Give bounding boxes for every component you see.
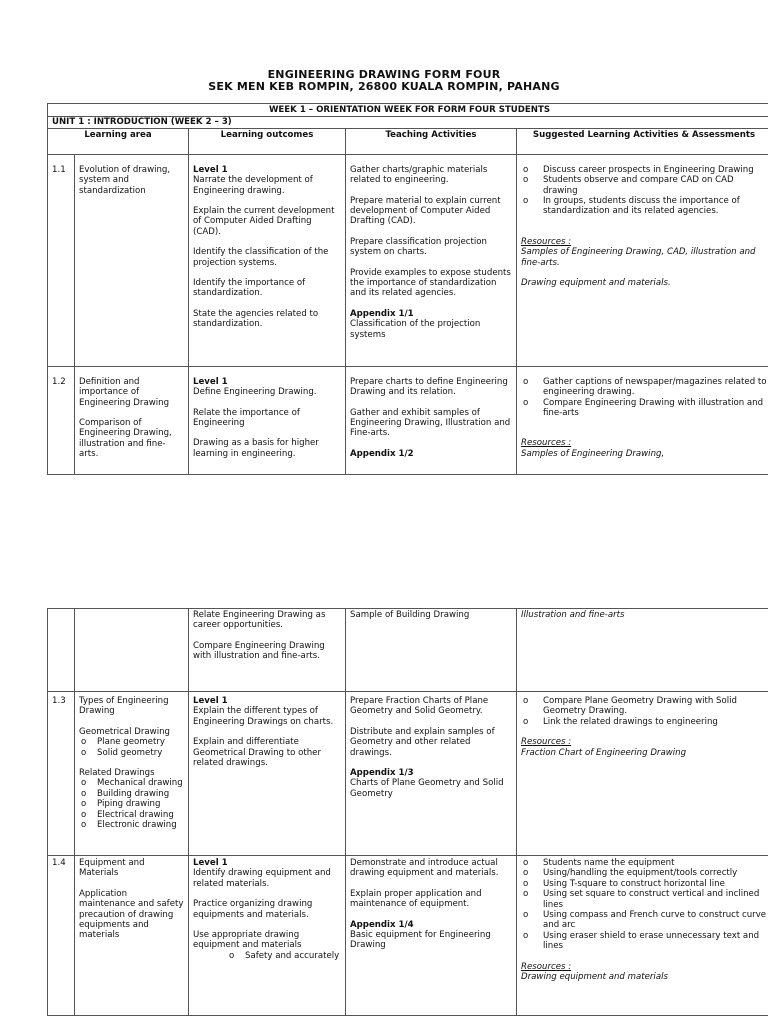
teaching-activities: Sample of Building Drawing xyxy=(346,609,517,692)
resources-label: Resources : xyxy=(521,438,572,449)
resources-text: Samples of Engineering Drawing, CAD, illustration and fine-arts. xyxy=(521,247,756,268)
outcome-item: Drawing as a basis for higher learning in engineering. xyxy=(193,438,319,459)
activity-item: o Using/handling the equipment/tools correctly xyxy=(521,868,767,878)
activity-item: o Using eraser shield to erase unnecessary text and lines xyxy=(521,931,767,952)
row-number: 1.3 xyxy=(48,692,75,856)
outcome-item: State the agencies related to standardization. xyxy=(193,308,319,330)
outcome-item: Explain the current development of Computer Aided Drafting (CAD). xyxy=(193,206,335,237)
outcome-item: Use appropriate drawing equipment and materials xyxy=(193,930,302,951)
unit-heading: UNIT 1 : INTRODUCTION (WEEK 2 – 3) xyxy=(48,117,768,128)
row-number: 1.1 xyxy=(48,154,75,366)
appendix-label: Appendix 1/3 xyxy=(350,768,414,779)
school-address: SEK MEN KEB ROMPIN, 26800 KUALA ROMPIN, PAHANG xyxy=(208,80,560,93)
resources-label: Resources : xyxy=(521,236,572,247)
learning-outcomes xyxy=(189,856,346,1016)
header-learning-area: Learning area xyxy=(48,128,189,154)
scheme-table-page-1 xyxy=(47,103,768,475)
outcome-item: Compare Engineering Drawing with illustration and fine-arts. xyxy=(193,640,325,662)
outcome-item: Identify the classification of the projection systems. xyxy=(193,247,329,268)
scheme-table-page-2 xyxy=(47,608,768,1016)
list-item: o Electrical drawing xyxy=(79,810,184,820)
level-label: Level 1 xyxy=(193,376,228,387)
activity-item: o Using compass and French curve to construct curve and arc xyxy=(521,910,767,931)
list-item: o Piping drawing xyxy=(79,799,184,809)
appendix-description: Charts of Plane Geometry and Solid Geometry xyxy=(350,778,504,799)
learning-area xyxy=(75,609,189,692)
suggested-activities xyxy=(517,154,768,366)
level-label: Level 1 xyxy=(193,164,228,175)
appendix-label: Appendix 1/4 xyxy=(350,919,414,930)
resources-text: Drawing equipment and materials. xyxy=(521,278,671,289)
week-row xyxy=(48,104,768,117)
list-item: o Solid geometry xyxy=(79,748,184,758)
table-row xyxy=(48,856,768,1016)
outcome-item: Practice organizing drawing equipments and materials. xyxy=(193,899,313,920)
learning-area xyxy=(75,856,189,1016)
level-label: Level 1 xyxy=(193,696,228,706)
resources-label: Resources : xyxy=(521,737,572,748)
learning-area-item: Equipment and Materials xyxy=(79,858,145,879)
outcome-item: Identify drawing equipment and related materials. xyxy=(193,868,331,889)
list-item: o Mechanical drawing xyxy=(79,778,184,788)
appendix-description: Basic equipment for Engineering Drawing xyxy=(350,930,491,951)
appendix-description: Classification of the projection systems xyxy=(350,319,481,340)
resources-text: Drawing equipment and materials xyxy=(521,972,668,983)
row-number xyxy=(48,609,75,692)
learning-area xyxy=(75,366,189,474)
activity-item: o Compare Plane Geometry Drawing with Solid Geometry Drawing. xyxy=(521,696,767,717)
learning-area-title: Types of Engineering Drawing xyxy=(79,696,169,717)
teaching-activities xyxy=(346,154,517,366)
teaching-item: Gather charts/graphic materials related to engineering. xyxy=(350,164,488,186)
activity-item: o Using T-square to construct horizontal line xyxy=(521,879,767,889)
learning-area xyxy=(75,692,189,856)
teaching-item: Explain proper application and maintenance of equipment. xyxy=(350,888,482,910)
suggested-activities xyxy=(517,692,768,856)
outcome-item: Explain the different types of Engineering Drawings on charts. xyxy=(193,706,334,727)
learning-area: Evolution of drawing, system and standardization xyxy=(75,154,189,366)
teaching-item: Prepare material to explain current development of Computer Aided Drafting (CAD). xyxy=(350,195,501,227)
activity-item: o Students name the equipment xyxy=(521,858,767,868)
week-heading: WEEK 1 – ORIENTATION WEEK FOR FORM FOUR STUDENTS xyxy=(48,104,768,117)
table-row xyxy=(48,609,768,692)
outcome-item: Explain and differentiate Geometrical Drawing to other related drawings. xyxy=(193,737,321,769)
outcome-item: Relate Engineering Drawing as career opportunities. xyxy=(193,610,326,631)
suggested-activities: Illustration and fine-arts xyxy=(517,609,768,692)
list-item: o Electronic drawing xyxy=(79,820,184,830)
row-number: 1.2 xyxy=(48,366,75,474)
teaching-item: Gather and exhibit samples of Engineering Drawing, Illustration and Fine-arts. xyxy=(350,407,511,439)
teaching-activities xyxy=(346,856,517,1016)
teaching-item: Prepare charts to define Engineering Drawing and its relation. xyxy=(350,376,508,398)
teaching-activities xyxy=(346,366,517,474)
row-number: 1.4 xyxy=(48,856,75,1016)
activity-item: o Discuss career prospects in Engineering Drawing xyxy=(521,165,767,175)
teaching-item: Prepare classification projection system on charts. xyxy=(350,236,487,258)
activity-item: o Students observe and compare CAD on CAD drawing xyxy=(521,175,767,196)
table-row xyxy=(48,366,768,474)
teaching-item: Distribute and explain samples of Geometry and other related drawings. xyxy=(350,726,495,758)
resources-text: Samples of Engineering Drawing, xyxy=(521,448,665,459)
resources-label: Resources : xyxy=(521,961,572,972)
teaching-item: Demonstrate and introduce actual drawing equipment and materials. xyxy=(350,858,499,879)
activity-item: o Gather captions of newspaper/magazines related to engineering drawing. xyxy=(521,377,767,398)
outcome-sub-item: o Safety and accurately xyxy=(193,951,341,961)
outcome-item: Relate the importance of Engineering xyxy=(193,407,300,429)
suggested-activities xyxy=(517,366,768,474)
resources-text: Fraction Chart of Engineering Drawing xyxy=(521,747,687,758)
table-row xyxy=(48,154,768,366)
learning-area-item: Definition and importance of Engineering Drawing xyxy=(79,376,170,408)
activity-item: o Using set square to construct vertical and inclined lines xyxy=(521,889,767,910)
level-label: Level 1 xyxy=(193,858,228,868)
document-title: ENGINEERING DRAWING FORM FOUR xyxy=(267,68,501,81)
learning-area-item: Application maintenance and safety precaution of drawing equipments and materials xyxy=(79,888,184,941)
suggested-activities xyxy=(517,856,768,1016)
activity-item: o Compare Engineering Drawing with illustration and fine-arts xyxy=(521,398,767,419)
learning-outcomes xyxy=(189,154,346,366)
outcome-item: Define Engineering Drawing. xyxy=(193,387,317,398)
teaching-activities xyxy=(346,692,517,856)
header-suggested-activities: Suggested Learning Activities & Assessments xyxy=(517,128,768,154)
unit-row xyxy=(48,117,768,128)
learning-outcomes xyxy=(189,609,346,692)
learning-outcomes xyxy=(189,366,346,474)
header-learning-outcomes: Learning outcomes xyxy=(189,128,346,154)
list-item: o Plane geometry xyxy=(79,737,184,747)
teaching-item: Prepare Fraction Charts of Plane Geometry and Solid Geometry. xyxy=(350,696,489,717)
activity-item: o In groups, students discuss the importance of standardization and its related agencies. xyxy=(521,196,767,217)
learning-area-item: Comparison of Engineering Drawing, illustration and fine-arts. xyxy=(79,418,172,460)
header-row xyxy=(48,128,768,154)
teaching-item: Provide examples to expose students the importance of standardization and its related agencies. xyxy=(350,267,511,299)
activity-item: o Link the related drawings to engineering xyxy=(521,717,767,727)
appendix-label: Appendix 1/1 xyxy=(350,308,414,319)
learning-area-subtitle: Geometrical Drawing xyxy=(79,726,170,737)
appendix-label: Appendix 1/2 xyxy=(350,448,414,459)
learning-area-subtitle: Related Drawings xyxy=(79,768,155,779)
list-item: o Building drawing xyxy=(79,789,184,799)
outcome-item: Narrate the development of Engineering drawing. xyxy=(193,175,313,196)
outcome-item: Identify the importance of standardization. xyxy=(193,278,306,299)
table-row xyxy=(48,692,768,856)
learning-outcomes xyxy=(189,692,346,856)
header-teaching-activities: Teaching Activities xyxy=(346,128,517,154)
